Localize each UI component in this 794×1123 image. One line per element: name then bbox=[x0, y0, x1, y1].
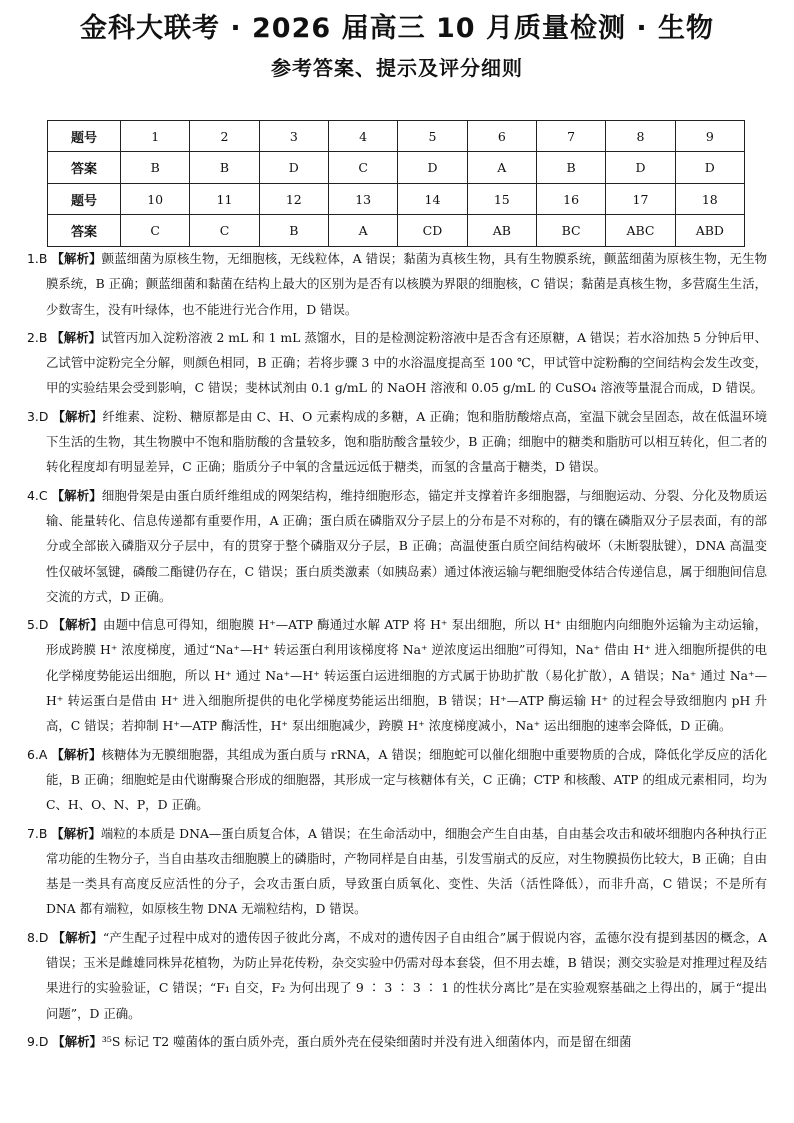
answer-cell: D bbox=[606, 152, 675, 184]
question-cell: 11 bbox=[190, 184, 259, 215]
analysis-tag: 【解析】 bbox=[51, 329, 101, 345]
answer-cell: D bbox=[675, 152, 744, 184]
explanation-text: “产生配子过程中成对的遗传因子彼此分离，不成对的遗传因子自由组合”属于假说内容，孟德尔没有提到基因的概念，A 错误；玉米是雌雄同株异花植物，为防止异花传粉，杂交实验中仍需对母本套袋，但不用去雄，B 错误；测交实验是对推理过程及结果进行的实验验证，C 错误；“F₁ 自交，F₂ 为何出现了 9 ∶ 3 ∶ 3 ∶ 1 的性状分离比”是在实验观察基础之上得出的，属于“提出问题”，D 正确。 bbox=[46, 929, 767, 1021]
answer-row-2 bbox=[48, 215, 745, 247]
question-cell: 18 bbox=[675, 184, 744, 215]
question-cell: 2 bbox=[190, 121, 259, 152]
answer-cell: ABD bbox=[675, 215, 744, 247]
explanation-text: 试管丙加入淀粉溶液 2 mL 和 1 mL 蒸馏水，目的是检测淀粉溶液中是否含有还原糖，A 错误；若水浴加热 5 分钟后甲、乙试管中淀粉完全分解，则颜色相同，B 正确；若将步骤 3 中的水浴温度提高至 100 ℃，甲试管中淀粉酶的空间结构会发生改变，甲的实验结果会受到影响，C 错误；斐林试剂由 0.1 g/mL 的 NaOH 溶液和 0.05 g/mL 的 CuSO₄ 溶液等量混合而成，D 错误。 bbox=[46, 329, 767, 396]
question-cell: 13 bbox=[328, 184, 397, 215]
question-number: 1. bbox=[27, 251, 39, 266]
document-title: 金科大联考 · 2026 届高三 10 月质量检测 · 生物 bbox=[79, 13, 715, 44]
analysis-tag: 【解析】 bbox=[51, 487, 102, 503]
question-number: 3. bbox=[27, 408, 39, 424]
explanation-4 bbox=[27, 483, 767, 609]
analysis-tag: 【解析】 bbox=[51, 251, 102, 266]
analysis-tag: 【解析】 bbox=[52, 1033, 102, 1049]
question-number: 2. bbox=[27, 329, 39, 345]
question-cell: 17 bbox=[606, 184, 675, 215]
answer-cell: D bbox=[398, 152, 467, 184]
question-number: 5. bbox=[27, 617, 39, 633]
question-answer: B bbox=[38, 329, 48, 345]
answer-cell: ABC bbox=[606, 215, 675, 247]
answer-cell: A bbox=[467, 152, 536, 184]
explanation-text: 由题中信息可得知，细胞膜 H⁺—ATP 酶通过水解 ATP 将 H⁺ 泵出细胞，所以 H⁺ 由细胞内向细胞外运输为主动运输，形成跨膜 H⁺ 浓度梯度，通过“Na⁺—H⁺ 转运蛋白利用该梯度将 Na⁺ 逆浓度运出细胞”可得知，Na⁺ 借由 H⁺ 进入细胞所提供的电化学梯度势能运出细胞，所以 H⁺ 通过 Na⁺—H⁺ 转运蛋白运进细胞的方式属于协助扩散（易化扩散），A 错误；Na⁺ 通过 Na⁺—H⁺ 转运蛋白是借由 H⁺ 进入细胞所提供的电化学梯度势能运出细胞，B 错误；H⁺—ATP 酶运输 H⁺ 的过程会导致细胞内 pH 升高，C 错误；若抑制 H⁺—ATP 酶活性，H⁺ 泵出细胞减少，跨膜 H⁺ 浓度梯度减小，Na⁺ 运出细胞的速率会降低，D 正确。 bbox=[46, 617, 767, 734]
question-cell: 7 bbox=[536, 121, 605, 152]
answer-cell: B bbox=[536, 152, 605, 184]
question-row-1 bbox=[48, 121, 745, 152]
question-cell: 9 bbox=[675, 121, 744, 152]
answer-row-1 bbox=[48, 152, 745, 184]
analysis-tag: 【解析】 bbox=[51, 825, 101, 841]
question-answer: D bbox=[38, 929, 49, 945]
question-number: 7. bbox=[27, 825, 39, 841]
answer-cell: A bbox=[328, 215, 397, 247]
answer-header: 答案 bbox=[48, 215, 121, 247]
answer-cell: AB bbox=[467, 215, 536, 247]
question-cell: 3 bbox=[259, 121, 328, 152]
question-answer: C bbox=[38, 487, 48, 503]
answer-cell: C bbox=[121, 215, 190, 247]
question-row-2 bbox=[48, 184, 745, 215]
question-answer: D bbox=[38, 1033, 49, 1049]
question-cell: 8 bbox=[606, 121, 675, 152]
question-number: 4. bbox=[27, 487, 39, 503]
question-header: 题号 bbox=[48, 121, 121, 152]
question-cell: 10 bbox=[121, 184, 190, 215]
explanation-2 bbox=[27, 325, 767, 401]
explanation-text: 纤维素、淀粉、糖原都是由 C、H、O 元素构成的多糖，A 正确；饱和脂肪酸熔点高，室温下就会呈固态，故在低温环境下生活的生物，其生物膜中不饱和脂肪酸的含量较多，饱和脂肪酸含量较少，B 正确；细胞中的糖类和脂肪可以相互转化，但二者的转化程度却有明显差异，C 正确；脂质分子中氧的含量远远低于糖类，而氢的含量高于糖类，D 错误。 bbox=[46, 408, 767, 475]
question-cell: 4 bbox=[328, 121, 397, 152]
answer-cell: B bbox=[259, 215, 328, 247]
answer-cell: D bbox=[259, 152, 328, 184]
explanation-9 bbox=[27, 1029, 767, 1054]
question-number: 9. bbox=[27, 1033, 39, 1049]
explanation-text: 细胞骨架是由蛋白质纤维组成的网架结构，维持细胞形态，锚定并支撑着许多细胞器，与细胞运动、分裂、分化及物质运输、能量转化、信息传递都有重要作用，A 正确；蛋白质在磷脂双分子层上的分布是不对称的，有的镶在磷脂双分子层表面，有的部分或全部嵌入磷脂双分子层中，有的贯穿于整个磷脂双分子层，B 正确；高温使蛋白质空间结构破坏（未断裂肽键），DNA 高温变性仅破坏氢键，磷酸二酯键仍存在，C 错误；蛋白质类激素（如胰岛素）通过体液运输与靶细胞受体结合传递信息，属于细胞间信息交流的方式，D 正确。 bbox=[46, 487, 767, 604]
question-answer: A bbox=[38, 746, 48, 762]
explanation-text: 颤蓝细菌为原核生物，无细胞核，无线粒体，A 错误；黏菌为真核生物，具有生物膜系统，颤蓝细菌为原核生物，无生物膜系统，B 正确；颤蓝细菌和黏菌在结构上最大的区别为是否有以核膜为界限的细胞核，C 错误；黏菌是真核生物，多营腐生生活，少数寄生，没有叶绿体，也不能进行光合作用，D 错误。 bbox=[46, 251, 768, 317]
answer-cell: C bbox=[328, 152, 397, 184]
question-cell: 1 bbox=[121, 121, 190, 152]
explanation-text: ³⁵S 标记 T2 噬菌体的蛋白质外壳，蛋白质外壳在侵染细菌时并没有进入细菌体内，而是留在细菌 bbox=[101, 1033, 632, 1049]
explanation-8 bbox=[27, 925, 767, 1026]
explanation-6 bbox=[27, 742, 767, 818]
answer-header: 答案 bbox=[48, 152, 121, 184]
answer-cell: BC bbox=[536, 215, 605, 247]
explanation-5 bbox=[27, 612, 767, 738]
answer-cell: CD bbox=[398, 215, 467, 247]
analysis-tag: 【解析】 bbox=[52, 408, 103, 424]
answer-table bbox=[47, 120, 745, 247]
explanation-list bbox=[27, 246, 767, 1057]
explanation-7 bbox=[27, 821, 767, 922]
question-cell: 16 bbox=[536, 184, 605, 215]
explanation-1 bbox=[27, 246, 767, 322]
question-answer: D bbox=[38, 617, 49, 633]
question-cell: 12 bbox=[259, 184, 328, 215]
answer-cell: C bbox=[190, 215, 259, 247]
explanation-text: 核糖体为无膜细胞器，其组成为蛋白质与 rRNA，A 错误；细胞蛇可以催化细胞中重要物质的合成，降低化学反应的活化能，B 正确；细胞蛇是由代谢酶聚合形成的细胞器，其形成一定与核糖体有关，C 正确；CTP 和核酸、ATP 的组成元素相同，均为 C、H、O、N、P，D 正确。 bbox=[46, 746, 767, 813]
question-cell: 15 bbox=[467, 184, 536, 215]
analysis-tag: 【解析】 bbox=[51, 746, 102, 762]
analysis-tag: 【解析】 bbox=[52, 617, 103, 633]
explanation-text: 端粒的本质是 DNA—蛋白质复合体，A 错误；在生命活动中，细胞会产生自由基，自由基会攻击和破坏细胞内各种执行正常功能的生物分子，当自由基攻击细胞膜上的磷脂时，产物同样是自由基，引发雪崩式的反应，对生物膜损伤比较大，B 正确；自由基是一类具有高度反应活性的分子，会攻击蛋白质，导致蛋白质氧化、变性、失活（活性降低），而非升高，C 错误；不是所有 DNA 都有端粒，如原核生物 DNA 无端粒结构，D 错误。 bbox=[46, 825, 767, 917]
answer-cell: B bbox=[190, 152, 259, 184]
question-answer: B bbox=[38, 251, 48, 266]
analysis-tag: 【解析】 bbox=[52, 929, 103, 945]
question-number: 8. bbox=[27, 929, 39, 945]
question-cell: 5 bbox=[398, 121, 467, 152]
question-number: 6. bbox=[27, 746, 39, 762]
answer-cell: B bbox=[121, 152, 190, 184]
question-answer: B bbox=[38, 825, 48, 841]
question-cell: 14 bbox=[398, 184, 467, 215]
question-header: 题号 bbox=[48, 184, 121, 215]
document-subtitle: 参考答案、提示及评分细则 bbox=[271, 56, 523, 80]
question-cell: 6 bbox=[467, 121, 536, 152]
question-answer: D bbox=[38, 408, 49, 424]
explanation-3 bbox=[27, 404, 767, 480]
